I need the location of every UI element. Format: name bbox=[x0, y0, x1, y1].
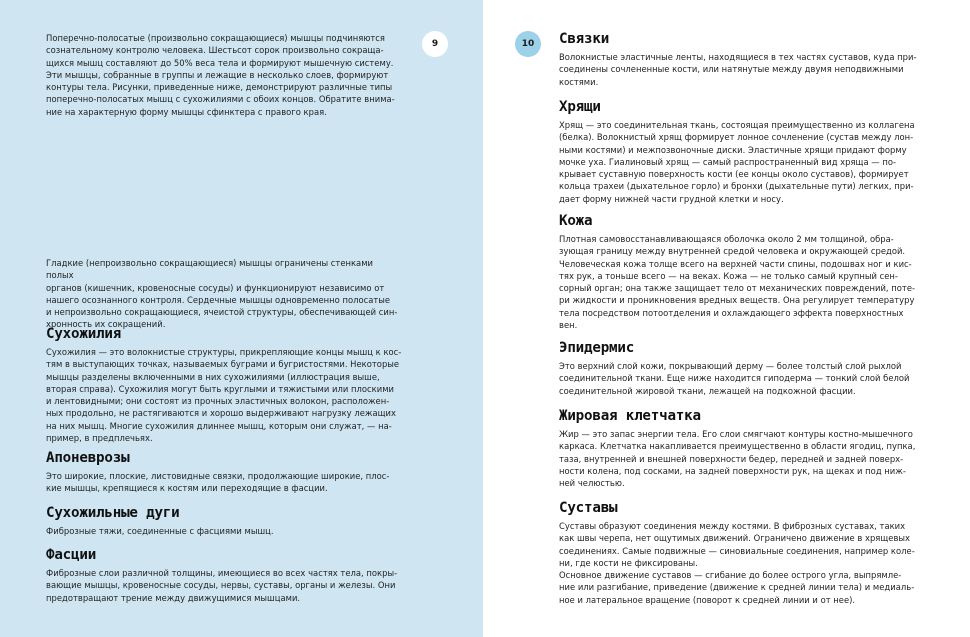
section-title: Эпидермис bbox=[559, 340, 635, 356]
intro-paragraph-smooth: Гладкие (непроизвольно сокращающиеся) мышцы ограничены стенками полых органов (кишечник, кровеносные сосуды) и функционируют независимо от нашего осознанного контроля. Сердечные мышцы одновременно полосатые и непроизвольно сокращающиеся, ячеистой структуры, обеспечивающей син- хронность их сокращений. bbox=[46, 258, 398, 330]
section-title: Апоневрозы bbox=[46, 450, 130, 466]
section-title: Кожа bbox=[559, 213, 593, 229]
section-text: Жир — это запас энергии тела. Его слои смягчают контуры костно-мышечного каркаса. Клетчатка накапливается преимущественно в области ягодиц, пупка, таза, внутренней и внешней поверхности бедер, передней и задней поверх- ности колена, под сосками, на задней поверхности рук, на щеках и под ниж- ней челюстью. bbox=[559, 429, 916, 489]
section-title: Хрящи bbox=[559, 99, 601, 115]
left-page bbox=[0, 0, 483, 637]
section-joints bbox=[559, 500, 921, 606]
section-ligaments bbox=[559, 31, 921, 88]
right-page bbox=[483, 0, 970, 637]
section-text: Фиброзные тяжи, соединенные с фасциями мышц. bbox=[46, 526, 274, 536]
section-text: Сухожилия — это волокнистые структуры, прикрепляющие концы мышц к кос- тям в выступающих точках, называемых буграми и бугристостями. Некоторые мышцы разделены включенными в них сухожилиями (иллюстрация выше, вторая справа). Сухожилия могут быть круглыми и тяжистыми или плоскими и лентовидными; они состоят из прочных эластичных волокон, расположен- ных продольно, не растягиваются и хорошо выдерживают нагрузку лежащих на них мышц. Многие сухожилия длиннее мышц, которым они служат, — на- пример, в предплечьях. bbox=[46, 347, 402, 444]
section-text: Фиброзные слои различной толщины, имеющиеся во всех частях тела, покры- вающие мышцы, кровеносные сосуды, нервы, суставы, органы и железы. Они предотвращают трение между движущимися мышцами. bbox=[46, 568, 398, 603]
section-text: Суставы образуют соединения между костями. В фиброзных суставах, таких как швы черепа, нет ощутимых движений. Ограничено движение в хрящевых соединениях. Самые подвижные — синовиальные соединения, например коле- ни, где кости не фиксированы. Основное движение суставов — сгибание до более острого угла, выпрямле- ние или разгибание, приведение (движение к средней линии тела) и медиаль- ное и латеральное вращение (поворот к средней линии и от нее). bbox=[559, 521, 915, 605]
section-fascia bbox=[46, 547, 402, 604]
section-cartilage bbox=[559, 99, 921, 205]
section-title: Связки bbox=[559, 31, 610, 47]
section-title: Фасции bbox=[46, 547, 97, 563]
page-number-left: 9 bbox=[422, 31, 448, 57]
section-title: Сухожильные дуги bbox=[46, 505, 180, 521]
section-epidermis bbox=[559, 340, 921, 397]
section-text: Хрящ — это соединительная ткань, состоящая преимущественно из коллагена (белка). Волокнистый хрящ формирует лонное сочленение (сустав между лон- ными костями) и межпозвоночные диски. Эластичные хрящи придают форму мочке уха. Гиалиновый хрящ — самый распространенный вид хряща — по- крывает суставную поверхность кости (ее концы около суставов), формирует кольца трахеи (дыхательное горло) и бронхи (дыхательные пути) легких, при- дает форму нижней части грудной клетки и носу. bbox=[559, 120, 915, 204]
section-aponeuroses bbox=[46, 450, 402, 495]
page-number-right: 10 bbox=[515, 31, 541, 57]
section-text: Это верхний слой кожи, покрывающий дерму — более толстый слой рыхлой соединительной ткани. Еще ниже находится гиподерма — тонкий слой белой соединительной жировой ткани, лежащей на подкожной фасции. bbox=[559, 361, 910, 396]
section-text: Плотная самовосстанавливающаяся оболочка около 2 мм толщиной, обра- зующая границу между внутренней средой человека и окружающей средой. Человеческая кожа толще всего на верхней части спины, подошвах ног и кис- тях рук, а тоньше всего — на веках. Кожа — не только самый крупный сен- сорный орган; она также защищает тело от механических повреждений, поте- ри жидкости и проникновения вредных веществ. Она регулирует температуру тела посредством потоотделения и охлаждающего эффекта поверхностных вен. bbox=[559, 234, 916, 331]
section-adipose-tissue bbox=[559, 408, 921, 489]
section-skin bbox=[559, 213, 921, 331]
section-title: Суставы bbox=[559, 500, 618, 516]
intro-paragraph-striated: Поперечно-полосатые (произвольно сокращающиеся) мышцы подчиняются сознательному контролю человека. Шестьсот сорок произвольно сокраща- щихся мышц составляют до 50% веса тела и формируют мышечную систему. Эти мышцы, собранные в группы и лежащие в несколько слоев, формируют контуры тела. Рисунки, приведенные ниже, демонстрируют различные типы поперечно-полосатых мышц с сухожилиями с обоих концов. Обратите внима- ние на характерную форму мышцы сфинктера с правого края. bbox=[46, 33, 395, 117]
section-tendinous-arches bbox=[46, 505, 402, 537]
section-tendons bbox=[46, 326, 402, 444]
section-text: Волокнистые эластичные ленты, находящиеся в тех частях суставов, куда при- соединены сочлененные кости, или натянутые между двумя неподвижными костями. bbox=[559, 52, 917, 87]
section-title: Сухожилия bbox=[46, 326, 122, 342]
section-text: Это широкие, плоские, листовидные связки, продолжающие широкие, плос- кие мышцы, крепящиеся к костям или переходящие в фасции. bbox=[46, 471, 390, 494]
section-title: Жировая клетчатка bbox=[559, 408, 701, 424]
